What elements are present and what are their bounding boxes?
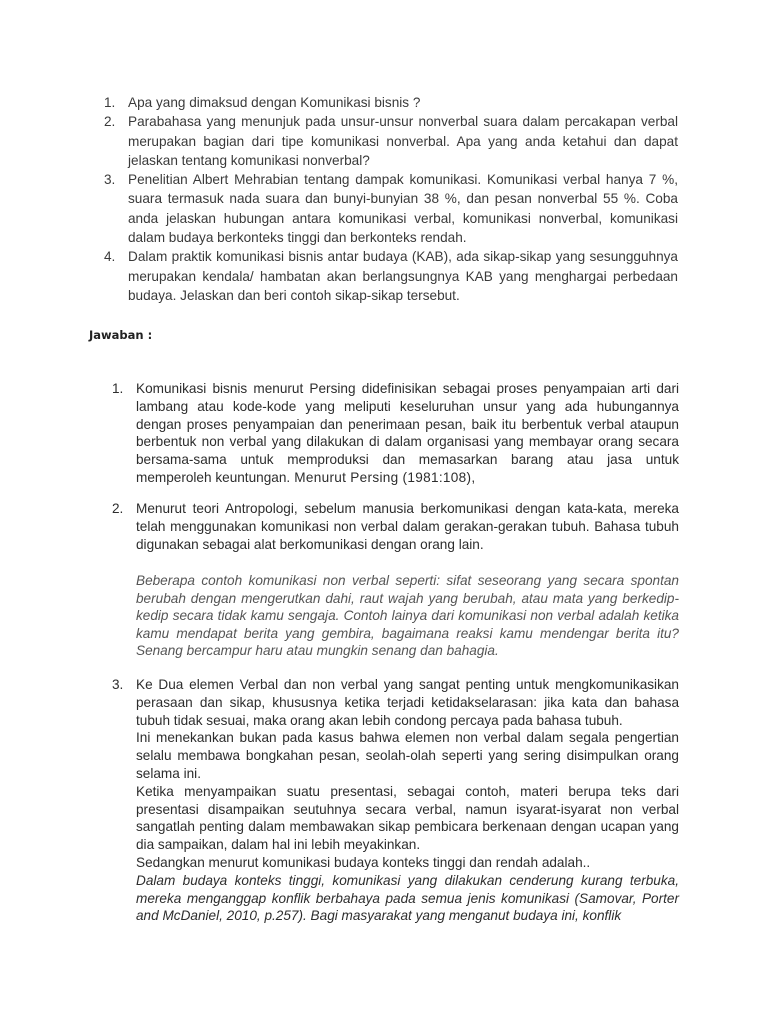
answer-2-text: Menurut teori Antropologi, sebelum manusia berkomunikasi dengan kata-kata, mereka telah menggunakan komunikasi non verbal dalam gerakan-gerakan tubuh. Bahasa tubuh digunakan sebagai alat berkomunikasi dengan orang lain. [136,501,679,552]
answer-3-paragraph-3: Ketika menyampaikan suatu presentasi, sebagai contoh, materi berupa teks dari presentasi disampaikan seutuhnya secara verbal, namun isyarat-isyarat non verbal sangatlah penting dalam membawakan sikap pembicara berkenaan dengan ucapan yang dia sampaikan, dalam hal ini lebih meyakinkan. [136,783,679,853]
answer-number: 2. [112,501,124,516]
answer-2-example: Beberapa contoh komunikasi non verbal seperti: sifat seseorang yang secara spontan berubah dengan mengerutkan dahi, raut wajah yang berubah, atau mata yang berkedip-kedip secara tidak kamu sengaja. Contoh lainya dari komunikasi non verbal adalah ketika kamu mendapat berita yang gembira, bagaimana reaksi kamu mendengar berita itu? Senang bercampur haru atau mungkin senang dan bahagia. [136,573,679,659]
question-item [0,170,678,247]
answer-3-paragraph-4: Sedangkan menurut komunikasi budaya konteks tinggi dan rendah adalah.. [136,854,591,870]
answer-number: 3. [112,677,124,692]
answer-3-body [136,676,679,925]
answer-item-1 [0,380,768,487]
answer-1-text: Komunikasi bisnis menurut Persing didefinisikan sebagai proses penyampaian arti dari lambang atau kode-kode yang meliputi keseluruhan unsur yang ada hubungannya dengan proses penyampaian dan penerimaan pesan, baik itu berbentuk verbal ataupun berbentuk non verbal yang dilakukan di dalam organisasi yang membayar orang secara bersama-sama untuk memproduksi dan memasarkan barang atau jasa untuk memperoleh keuntungan. [136,381,679,485]
question-text: Dalam praktik komunikasi bisnis antar budaya (KAB), ada sikap-sikap yang sesungguhnya merupakan kendala/ hambatan akan berlangsungnya KAB yang menghargai perbedaan budaya. Jelaskan dan beri contoh sikap-sikap tersebut. [128,249,678,303]
answer-item-3 [0,676,768,925]
answer-1-citation: Menurut Persing (1981:108), [290,469,476,485]
answer-text [136,380,679,487]
question-item [0,93,678,112]
question-list [0,93,768,305]
question-number: 1. [104,95,116,110]
question-text: Apa yang dimaksud dengan Komunikasi bisnis ? [128,95,421,110]
answer-item-2 [0,500,768,553]
answer-heading: Jawaban : [89,328,153,342]
answer-number: 1. [112,381,124,396]
question-number: 4. [104,249,116,265]
answer-3-paragraph-2: Ini menekankan bukan pada kasus bahwa elemen non verbal dalam segala pengertian selalu membawa bongkahan pesan, seolah-olah seperti yang sering disimpulkan orang selama ini. [136,730,679,781]
question-number: 3. [104,172,116,188]
answer-3-paragraph-1: Ke Dua elemen Verbal dan non verbal yang sangat penting untuk mengkomunikasikan perasaan dan sikap, khususnya ketika terjadi ketidakselarasan: jika kata dan bahasa tubuh tidak sesuai, maka orang akan lebih condong percaya pada bahasa tubuh. [136,677,679,728]
question-item [0,247,678,305]
question-number: 2. [104,114,116,130]
question-item [0,112,678,170]
question-text: Parabahasa yang menunjuk pada unsur-unsur nonverbal suara dalam percakapan verbal merupakan bagian dari tipe komunikasi nonverbal. Apa yang anda ketahui dan dapat jelaskan tentang komunikasi nonverbal? [128,114,678,168]
question-text: Penelitian Albert Mehrabian tentang dampak komunikasi. Komunikasi verbal hanya 7 %, suara termasuk nada suara dan bunyi-bunyian 38 %, dan pesan nonverbal 55 %. Coba anda jelaskan hubungan antara komunikasi verbal, komunikasi nonverbal, komunikasi dalam budaya berkonteks tinggi dan berkonteks rendah. [128,172,678,246]
answer-3-paragraph-5: Dalam budaya konteks tinggi, komunikasi yang dilakukan cenderung kurang terbuka, mereka menganggap konflik berbahaya pada semua jenis komunikasi (Samovar, Porter and McDaniel, 2010, p.257). Bagi masyarakat yang menganut budaya ini, konflik [136,872,679,924]
